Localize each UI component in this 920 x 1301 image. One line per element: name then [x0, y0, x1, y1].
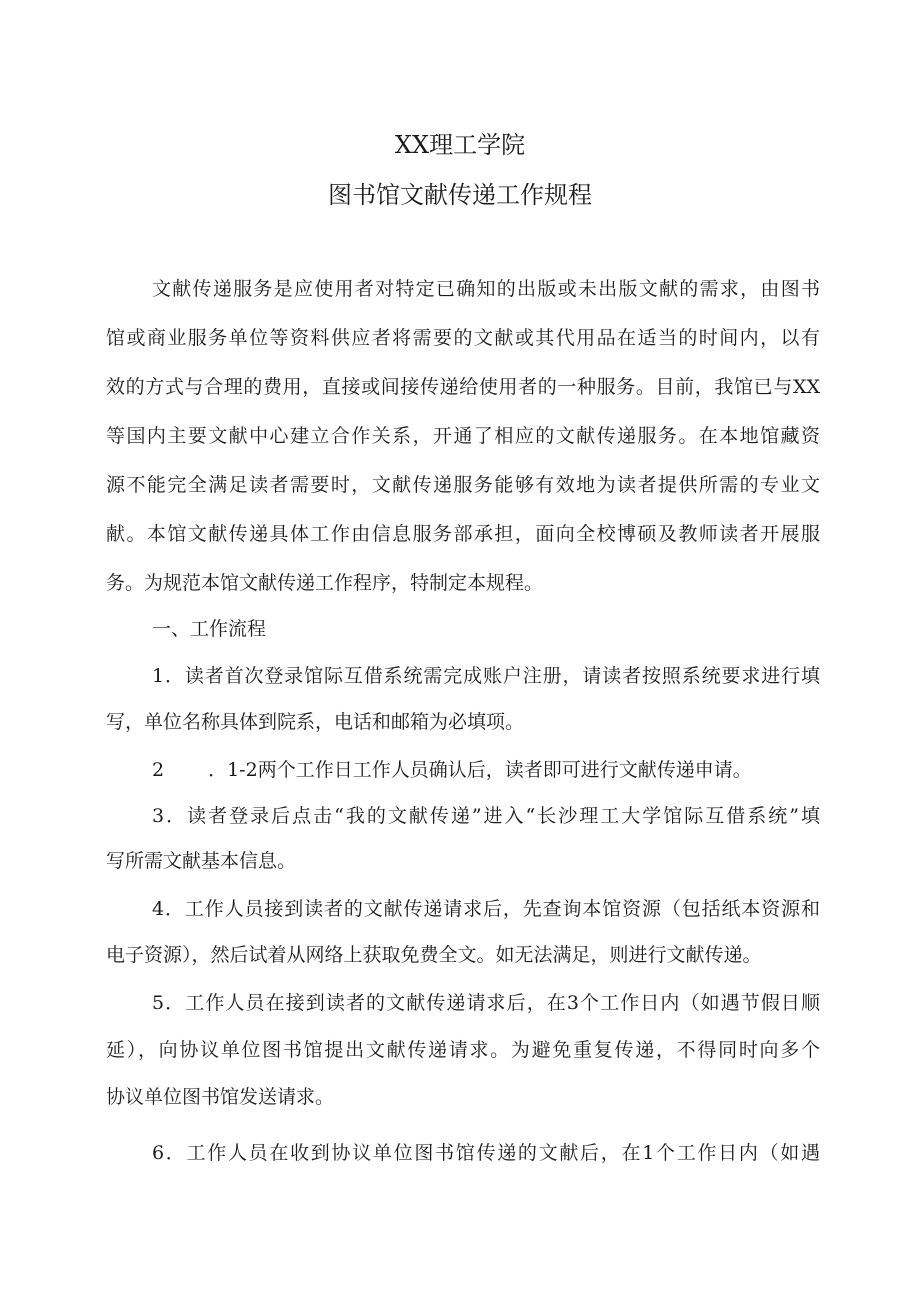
intro-line: 文献传递服务是应使用者对特定已确知的出版或未出版文献的需求，由图书 [152, 278, 820, 300]
list-item-line: 延），向协议单位图书馆提出文献传递请求。为避免重复传递，不得同时向多个 [106, 1039, 820, 1061]
list-item-line: 1．读者首次登录馆际互借系统需完成账户注册，请读者按照系统要求进行填 [152, 665, 820, 687]
section-heading-workflow: 一、工作流程 [152, 618, 267, 640]
list-item-line: 电子资源），然后试着从网络上获取免费全文。如无法满足，则进行文献传递。 [106, 944, 762, 966]
list-item-line: 写所需文献基本信息。 [106, 850, 297, 872]
list-item-number: 2 [152, 759, 165, 781]
list-item-line: 6．工作人员在收到协议单位图书馆传递的文献后，在1个工作日内（如遇 [152, 1142, 820, 1164]
intro-line: 源不能完全满足读者需要时，文献传递服务能够有效地为读者提供所需的专业文 [106, 474, 820, 496]
list-item-line: 4．工作人员接到读者的文献传递请求后，先查询本馆资源（包括纸本资源和 [152, 898, 820, 920]
document-title-regulation: 图书馆文献传递工作规程 [328, 181, 592, 209]
intro-line: 等国内主要文献中心建立合作关系，开通了相应的文献传递服务。在本地馆藏资 [106, 425, 820, 447]
list-item-line [152, 757, 820, 783]
list-item-text: ．1-2两个工作日工作人员确认后，读者即可进行文献传递申请。 [208, 759, 752, 781]
list-item-line: 协议单位图书馆发送请求。 [106, 1086, 335, 1108]
intro-line: 馆或商业服务单位等资料供应者将需要的文献或其代用品在适当的时间内，以有 [106, 327, 820, 349]
intro-line: 献。本馆文献传递具体工作由信息服务部承担，面向全校博硕及教师读者开展服 [106, 523, 820, 545]
intro-line: 务。为规范本馆文献传递工作程序，特制定本规程。 [106, 572, 544, 594]
list-item-line: 3．读者登录后点击“我的文献传递”进入“长沙理工大学馆际互借系统”填 [152, 805, 820, 827]
intro-line: 效的方式与合理的费用，直接或间接传递给使用者的一种服务。目前，我馆已与XX [106, 376, 820, 398]
list-item-line: 5．工作人员在接到读者的文献传递请求后，在3个工作日内（如遇节假日顺 [152, 992, 820, 1014]
list-item-line: 写，单位名称具体到院系，电话和邮箱为必填项。 [106, 711, 525, 733]
document-title-institution: XX理工学院 [394, 131, 526, 159]
